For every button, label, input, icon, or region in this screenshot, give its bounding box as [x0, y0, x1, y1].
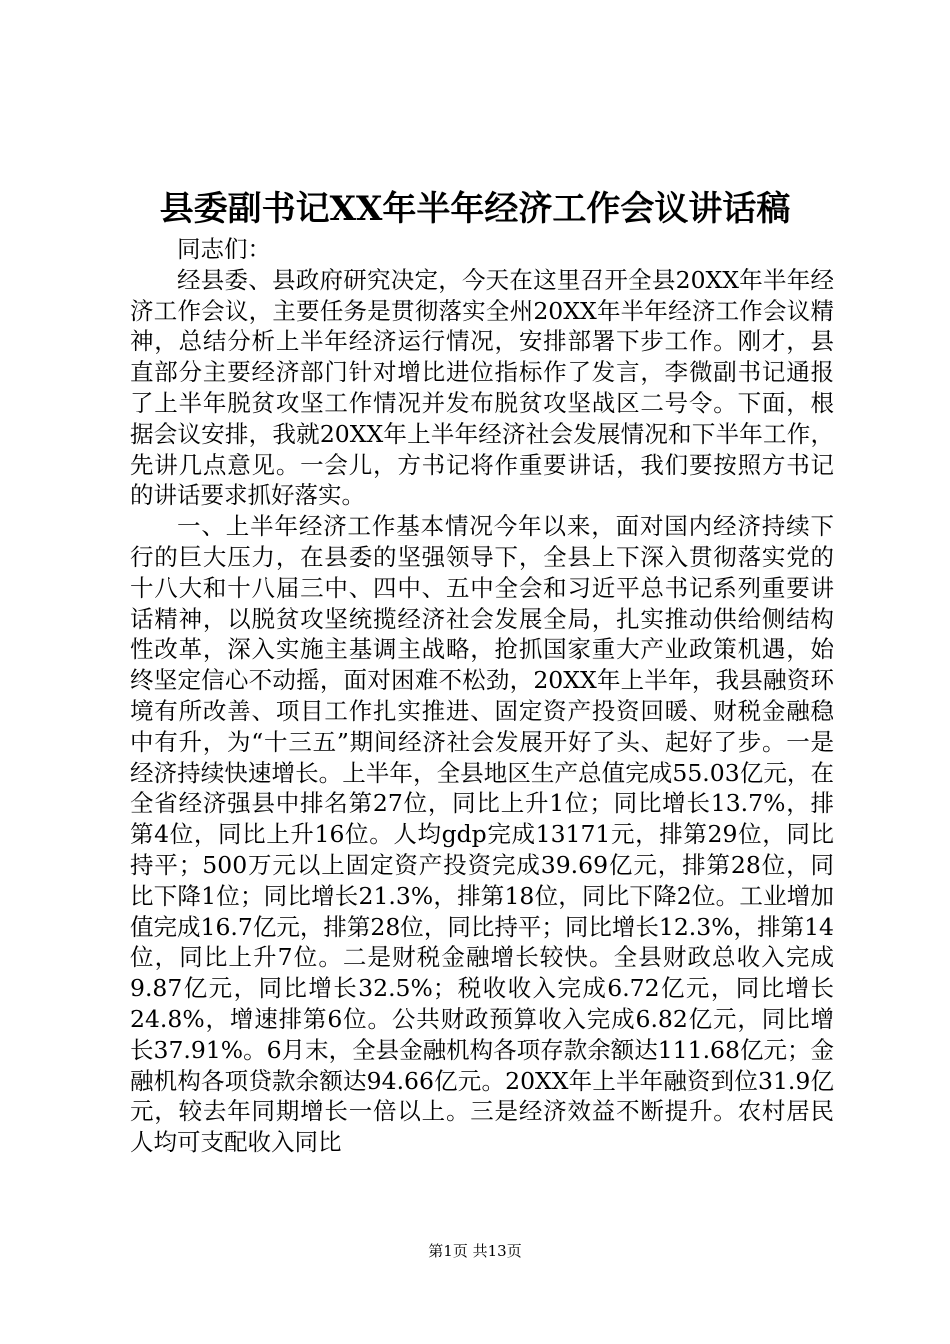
section-one-paragraph: 一、上半年经济工作基本情况今年以来，面对国内经济持续下行的巨大压力，在县委的坚强领导下，全县上下深入贯彻落实党的十八大和十八届三中、四中、五中全会和习近平总书记系列重要讲话精神，以脱贫攻坚统揽经济社会发展全局，扎实推动供给侧结构性改革，深入实施主基调主战略，抢抓国家重大产业政策机遇，始终坚定信心不动摇，面对困难不松劲，20XX年上半年，我县融资环境有所改善、项目工作扎实推进、固定资产投资回暖、财税金融稳中有升，为“十三五”期间经济社会发展开好了头、起好了步。一是经济持续快速增长。上半年，全县地区生产总值完成55.03亿元，在全省经济强县中排名第27位，同比上升1位；同比增长13.7%，排第4位，同比上升16位。人均gdp完成13171元，排第29位，同比持平；500万元以上固定资产投资完成39.69亿元，排第28位，同比下降1位；同比增长21.3%，排第18位，同比下降2位。工业增加值完成16.7亿元，排第28位，同比持平；同比增长12.3%，排第14位，同比上升7位。二是财税金融增长较快。全县财政总收入完成9.87亿元，同比增长32.5%；税收收入完成6.72亿元，同比增长24.8%，增速排第6位。公共财政预算收入完成6.82亿元，同比增长37.91%。6月末，全县金融机构各项存款余额达111.68亿元；金融机构各项贷款余额达94.66亿元。20XX年上半年融资到位31.9亿元，较去年同期增长一倍以上。三是经济效益不断提升。农村居民人均可支配收入同比 — [130, 512, 834, 1157]
document-title: 县委副书记XX年半年经济工作会议讲话稿 — [159, 189, 791, 229]
salutation-paragraph: 同志们： — [177, 235, 271, 263]
page-number-footer: 第1页 共13页 — [428, 1242, 522, 1260]
document-body — [130, 234, 834, 1158]
intro-paragraph: 经县委、县政府研究决定，今天在这里召开全县20XX年半年经济工作会议，主要任务是贯彻落实全州20XX年半年经济工作会议精神，总结分析上半年经济运行情况，安排部署下步工作。刚才，县直部分主要经济部门针对增比进位指标作了发言，李微副书记通报了上半年脱贫攻坚工作情况并发布脱贫攻坚战区二号令。下面，根据会议安排，我就20XX年上半年经济社会发展情况和下半年工作，先讲几点意见。一会儿，方书记将作重要讲话，我们要按照方书记的讲话要求抓好落实。 — [130, 265, 834, 510]
